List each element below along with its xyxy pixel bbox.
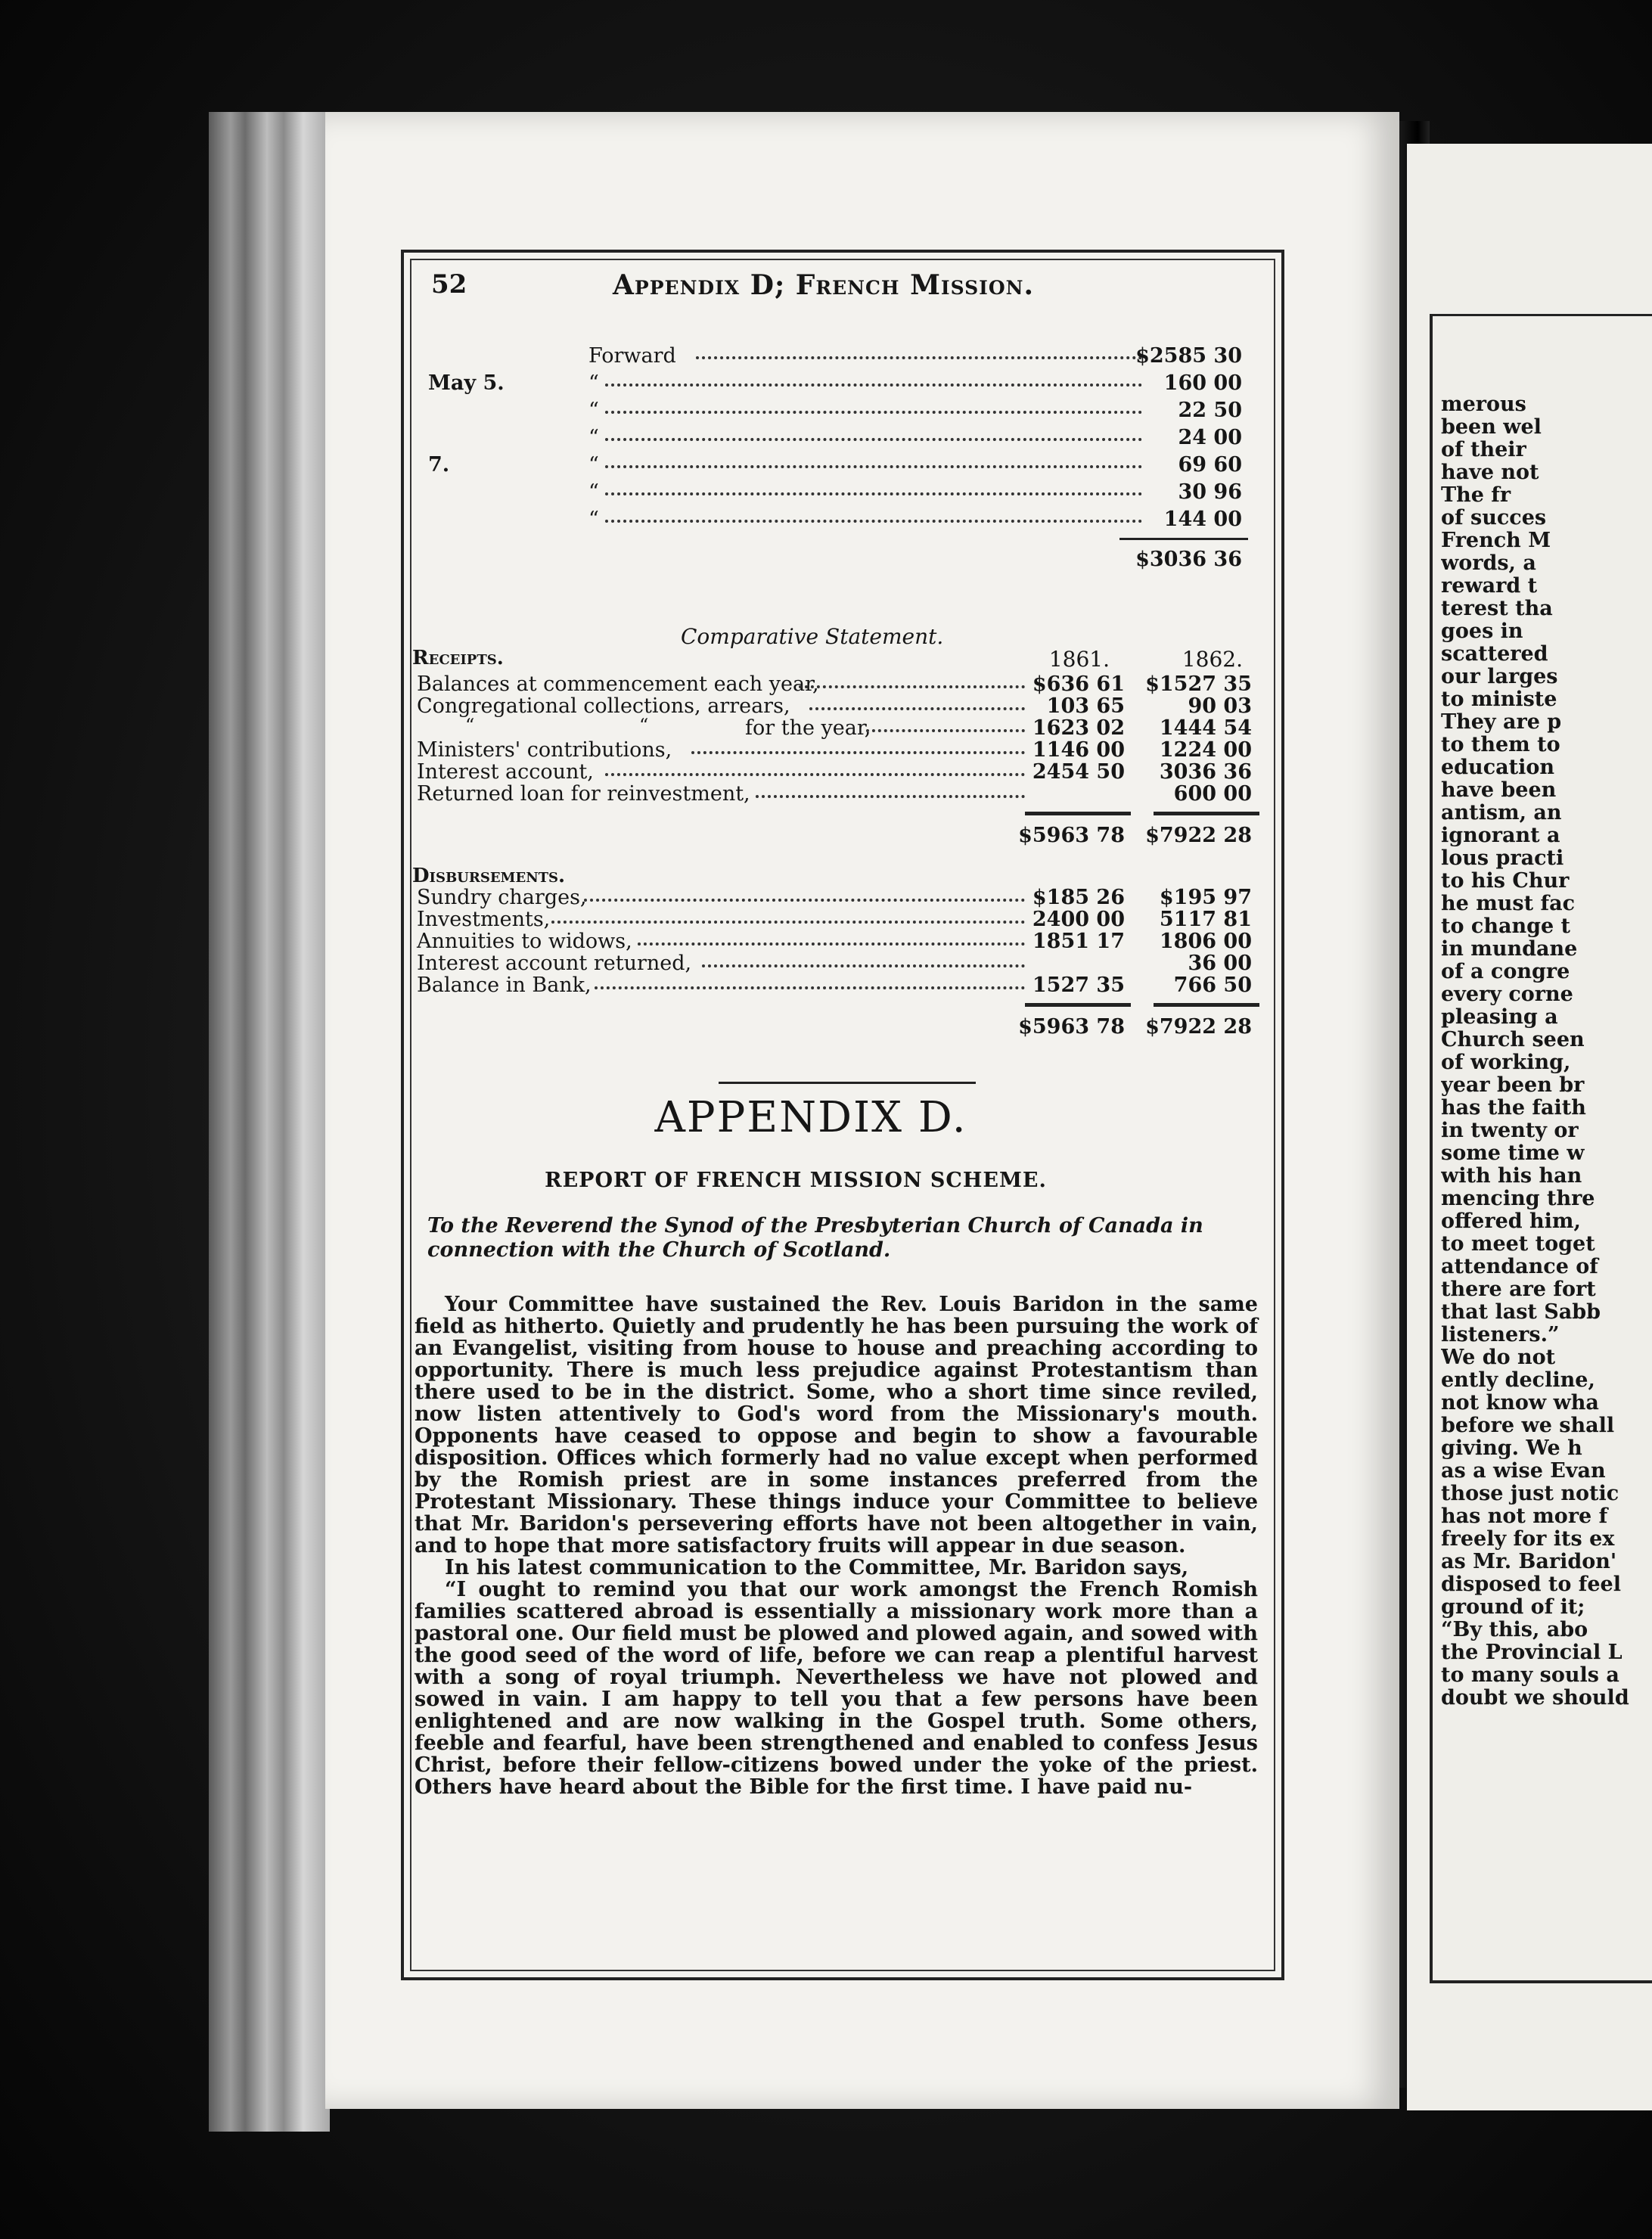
ledger-row [424, 453, 1256, 480]
right-page-line: goes in [1441, 620, 1523, 643]
right-page-line: that last Sabb [1441, 1300, 1601, 1324]
right-page-line: the Provincial L [1441, 1641, 1622, 1664]
right-page-line: French M [1441, 529, 1551, 552]
right-page-line: has the faith [1441, 1096, 1586, 1120]
right-page-line: We do not [1441, 1346, 1556, 1369]
ledger-amount: 69 60 [1178, 453, 1242, 477]
ledger-row [424, 371, 1256, 399]
right-page-line: with his han [1441, 1164, 1582, 1188]
ledger-amount: 144 00 [1163, 508, 1242, 531]
disbursement-label: Interest account returned, [417, 952, 692, 975]
right-page-line: have not [1441, 461, 1539, 484]
right-page-line: of their [1441, 438, 1526, 461]
right-page-line: to them to [1441, 733, 1560, 756]
receipt-1862-value: 90 03 [1188, 694, 1252, 718]
right-page-line: as a wise Evan [1441, 1459, 1606, 1483]
disbursement-1862-value: 36 00 [1188, 952, 1252, 975]
right-page-line: those just notic [1441, 1482, 1619, 1505]
leader-dots [638, 942, 1025, 946]
disbursement-1861-value: 1851 17 [1032, 930, 1125, 953]
receipt-1861-value: 103 65 [1046, 694, 1125, 718]
right-page-line: Church seen [1441, 1028, 1585, 1051]
receipts-total-1861: $5963 78 [1018, 824, 1125, 847]
ledger-ditto: Forward [588, 344, 676, 368]
right-page-line: terest tha [1441, 597, 1553, 620]
disbursements-heading: Disbursements. [412, 865, 566, 887]
receipts-heading [412, 647, 1259, 672]
leader-dots [605, 438, 1142, 441]
receipts-total-row [412, 815, 1259, 849]
leader-dots [605, 773, 1025, 776]
ledger-total: $3036 36 [1135, 548, 1242, 571]
disbursements-total-row [412, 1006, 1259, 1041]
receipt-row [412, 694, 1259, 716]
disbursement-1861-value: 1527 35 [1032, 974, 1125, 997]
receipt-label: Balances at commencement each year, [417, 672, 819, 696]
right-page-line: there are fort [1441, 1278, 1596, 1301]
right-page-line: doubt we should [1441, 1686, 1629, 1710]
leader-dots [605, 384, 1142, 387]
right-page-line: ground of it; [1441, 1595, 1585, 1619]
disbursement-row [412, 952, 1259, 974]
leader-dots [595, 986, 1025, 989]
right-page-line: he must fac [1441, 892, 1576, 915]
leader-dots [605, 411, 1142, 414]
ledger-ditto: “ [588, 508, 599, 531]
receipt-1861-value: $636 61 [1032, 672, 1125, 696]
ledger-ditto: “ [588, 426, 599, 449]
right-page-line: scattered [1441, 642, 1548, 666]
right-page-line: to meet toget [1441, 1232, 1595, 1256]
receipt-1862-value: 1224 00 [1159, 738, 1252, 762]
leader-dots [756, 795, 1025, 798]
receipt-1862-value: 3036 36 [1159, 760, 1252, 784]
right-page-line: to ministe [1441, 688, 1557, 711]
report-title: REPORT OF FRENCH MISSION SCHEME. [545, 1169, 1047, 1192]
disbursement-label: Annuities to widows, [417, 930, 632, 953]
disbursement-1862-value: 1806 00 [1159, 930, 1252, 953]
right-page-line: attendance of [1441, 1255, 1598, 1278]
right-page-line: to many souls a [1441, 1663, 1619, 1687]
receipt-label: Interest account, [417, 760, 594, 784]
ledger-ditto: “ [588, 480, 599, 504]
leader-dots [799, 685, 1025, 688]
ledger-ditto: “ [588, 453, 599, 477]
leader-dots [809, 707, 1025, 710]
disbursement-row [412, 930, 1259, 952]
disbursement-row [412, 908, 1259, 930]
ditto-mark: “ [639, 715, 649, 736]
ledger-row [424, 508, 1256, 535]
right-page-line: giving. We h [1441, 1436, 1582, 1460]
page-number: 52 [431, 269, 467, 300]
leader-dots [702, 964, 1025, 967]
receipt-1861-value: 1146 00 [1032, 738, 1125, 762]
disbursement-label: Balance in Bank, [417, 974, 592, 997]
right-page-line: listeners.” [1441, 1323, 1560, 1346]
ledger-amount: 30 96 [1178, 480, 1242, 504]
right-page-line: freely for its ex [1441, 1527, 1615, 1551]
right-page-line: “By this, abo [1441, 1618, 1588, 1641]
right-page-line: ently decline, [1441, 1368, 1595, 1392]
ledger-ditto: “ [588, 399, 599, 422]
disbursement-1862-value: 766 50 [1173, 974, 1252, 997]
receipt-label: Ministers' contributions, [417, 738, 672, 762]
receipt-1862-value: 1444 54 [1159, 716, 1252, 740]
address-line: To the Reverend the Synod of the Presbyterian Church of Canada in connection with the Church of Scotland. [427, 1214, 1203, 1262]
total-rules [412, 995, 1259, 1006]
ledger-ditto: “ [588, 371, 599, 395]
ledger-row [424, 480, 1256, 508]
right-page-line: antism, an [1441, 801, 1562, 824]
body-paragraph: In his latest communication to the Committee, Mr. Baridon says, [445, 1556, 1189, 1579]
right-page-line: pleasing a [1441, 1005, 1558, 1029]
right-page-line: of a congre [1441, 960, 1570, 983]
right-page-line: They are p [1441, 710, 1562, 734]
right-page-line: of working, [1441, 1051, 1571, 1074]
right-page-line: offered him, [1441, 1210, 1581, 1233]
right-page-line: has not more f [1441, 1505, 1608, 1528]
right-page-line: words, a [1441, 551, 1536, 575]
right-page-line: lous practi [1441, 846, 1564, 870]
ledger-row [424, 426, 1256, 453]
right-page-line: not know wha [1441, 1391, 1599, 1415]
right-page-line: year been br [1441, 1073, 1585, 1097]
right-page-line: reward t [1441, 574, 1538, 598]
ledger-amount: 22 50 [1178, 399, 1242, 422]
appendix-title: APPENDIX D. [654, 1093, 967, 1142]
receipt-row [412, 760, 1259, 782]
running-head: Appendix D; French Mission. [613, 269, 1035, 301]
body-paragraph: Your Committee have sustained the Rev. Louis Baridon in the same field as hitherto. Quietly and prudently he has been pursuing the work of an Evangelist, visiting from house to house and preaching according to opportunity. There is much less prejudice against Protestantism than there used to be in the district. Some, who a short time since reviled, now listen attentively to God's word from the Missionary's mouth. Opponents have ceased to oppose and begin to show a favourable disposition. Offices which formerly had no value except when performed by the Romish priest are in some instances preferred from the Protestant Missionary. These things induce your Committee to believe that Mr. Baridon's persevering efforts have not been altogether in vain, and to hope that more satisfactory fruits will appear in due season. [415, 1293, 1258, 1557]
disbursement-label: Sundry charges, [417, 886, 587, 909]
receipt-1862-value: 600 00 [1173, 782, 1252, 806]
right-page-line: merous [1441, 393, 1526, 416]
right-page-line: to his Chur [1441, 869, 1570, 893]
right-page-line: some time w [1441, 1141, 1585, 1165]
ledger-row [424, 399, 1256, 426]
right-page-line: before we shall [1441, 1414, 1615, 1437]
receipt-row [412, 672, 1259, 694]
right-page-line: every corne [1441, 983, 1573, 1006]
receipt-row [412, 782, 1259, 804]
leader-dots [691, 751, 1025, 754]
report-body [415, 1293, 1258, 1798]
disbursement-row [412, 886, 1259, 908]
receipt-row [412, 738, 1259, 760]
leader-dots [551, 921, 1025, 924]
receipt-1862-value: $1527 35 [1145, 672, 1252, 696]
receipt-label: for the year, [745, 716, 871, 740]
body-paragraph: “I ought to remind you that our work amongst the French Romish families scattered abroad is essentially a missionary work more than a pastoral one. Our field must be plowed and plowed again, and sowed with the good seed of the word of life, before we can reap a plentiful harvest with a song of royal triumph. Nevertheless we have not plowed and sowed in vain. I am happy to tell you that a few persons have been enlightened and are now walking in the Gospel truth. Some others, feeble and fearful, have been strengthened and enabled to confess Jesus Christ, before their fellow-citizens bowed under the yoke of the priest. Others have heard about the Bible for the first time. I have paid nu- [415, 1578, 1258, 1799]
leader-dots [605, 520, 1142, 523]
disbursement-1861-value: 2400 00 [1032, 908, 1125, 931]
right-page-line: education [1441, 756, 1554, 779]
receipt-label: Congregational collections, arrears, [417, 694, 790, 718]
ledger-row [424, 344, 1256, 371]
ledger-amount: 24 00 [1178, 426, 1242, 449]
year-1862: 1862. [1182, 647, 1243, 672]
year-1861: 1861. [1048, 647, 1110, 672]
comparative-statement-table [412, 647, 1259, 1041]
ledger-date: 7. [428, 453, 450, 477]
leader-dots [584, 899, 1025, 902]
ledger-total-row [424, 540, 1256, 573]
total-rules [412, 804, 1259, 815]
right-page-line: of succes [1441, 506, 1547, 529]
comparative-statement-title: Comparative Statement. [681, 624, 944, 649]
disbursement-label: Investments, [417, 908, 551, 931]
right-page-line: as Mr. Baridon' [1441, 1550, 1617, 1573]
disbursement-1862-value: 5117 81 [1159, 908, 1252, 931]
ditto-mark: “ [465, 715, 475, 736]
disbursements-total-1862: $7922 28 [1145, 1015, 1252, 1039]
leader-dots [696, 356, 1142, 359]
right-page-line: in twenty or [1441, 1119, 1579, 1142]
ledger-amount: $2585 30 [1135, 344, 1242, 368]
receipt-label: Returned loan for reinvestment, [417, 782, 750, 806]
right-page-line: been wel [1441, 415, 1542, 439]
right-page-line: mencing thre [1441, 1187, 1595, 1210]
receipt-1861-value: 2454 50 [1032, 760, 1125, 784]
disbursement-1862-value: $195 97 [1159, 886, 1252, 909]
right-page-line: our larges [1441, 665, 1558, 688]
ledger-list [424, 344, 1256, 573]
leader-dots [605, 492, 1142, 495]
receipts-label: Receipts. [412, 647, 504, 669]
disbursements-total-1861: $5963 78 [1018, 1015, 1125, 1039]
right-page-line: disposed to feel [1441, 1573, 1621, 1596]
leader-dots [866, 729, 1025, 732]
disbursement-row [412, 974, 1259, 995]
receipt-1861-value: 1623 02 [1032, 716, 1125, 740]
right-page-text [1441, 393, 1652, 1710]
receipts-total-1862: $7922 28 [1145, 824, 1252, 847]
page-header [431, 269, 1256, 315]
ledger-amount: 160 00 [1163, 371, 1242, 395]
right-page-line: The fr [1441, 483, 1511, 507]
right-page-line: to change t [1441, 915, 1571, 938]
receipt-row [412, 716, 1259, 738]
disbursement-1861-value: $185 26 [1032, 886, 1125, 909]
right-page-line: have been [1441, 778, 1557, 802]
right-page-line: ignorant a [1441, 824, 1560, 847]
ledger-date: May 5. [428, 371, 505, 395]
leader-dots [605, 465, 1142, 468]
section-divider [719, 1082, 976, 1084]
right-page-line: in mundane [1441, 937, 1578, 961]
